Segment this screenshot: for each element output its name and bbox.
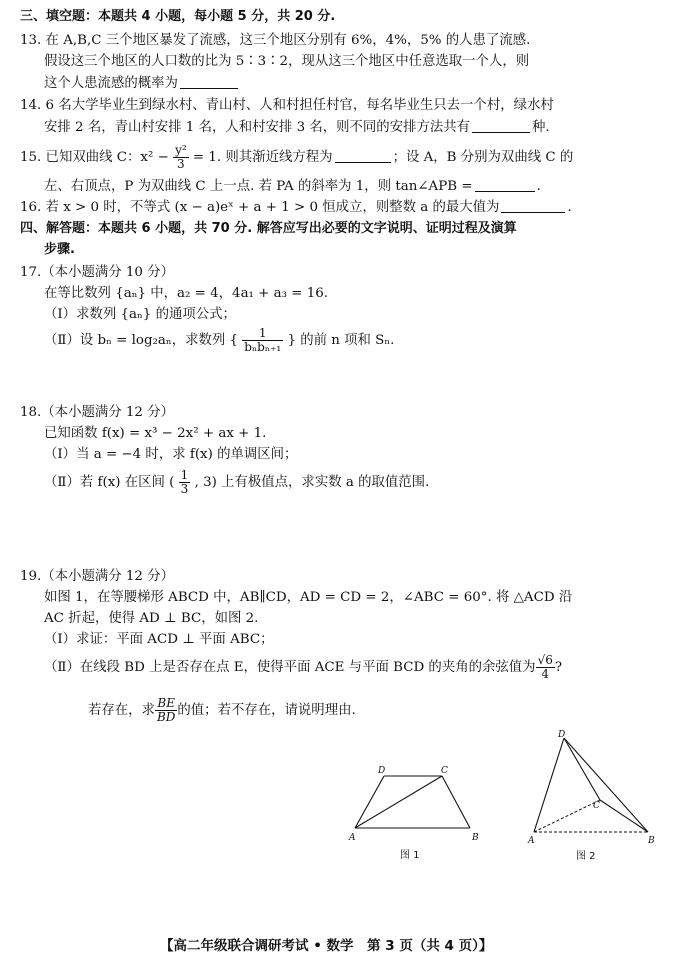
q13-line3 <box>44 74 240 93</box>
q18-part2-a: （Ⅱ）若 f(x) 在区间 ( <box>44 475 175 490</box>
q18-fraction <box>179 469 191 496</box>
q15-line1-c: ；设 A，B 分别为双曲线 C 的 <box>392 150 574 165</box>
q17-part1: （Ⅰ）求数列 {aₙ} 的通项公式； <box>44 307 236 322</box>
q14-answer-blank[interactable] <box>472 118 530 133</box>
fig1-diagonal-ac <box>355 776 442 828</box>
q15-line1 <box>20 143 573 173</box>
q15-answer-blank-1[interactable] <box>335 148 391 163</box>
q19-part2-a: （Ⅱ）在线段 BD 上是否存在点 E，使得平面 ACE 与平面 BCD 的夹角的余弦值为 <box>44 660 536 675</box>
q15-line2-a: 左、右顶点，P 为双曲线 C 上一点. 若 PA 的斜率为 1，则 tan∠APB = <box>44 179 473 194</box>
q18-part2-b: , 3) 上有极值点，求实数 a 的取值范围. <box>194 475 430 490</box>
q19-part1: （Ⅰ）求证：平面 ACD ⊥ 平面 ABC； <box>44 632 274 647</box>
fig2-label-b: B <box>648 836 655 846</box>
q17-line1: 在等比数列 {aₙ} 中，a₂ = 4，4a₁ + a₃ = 16. <box>44 286 329 301</box>
q13-line3-text: 这个人患流感的概率为 <box>44 76 178 91</box>
fig2-label-c: C <box>593 801 600 811</box>
section-4-title-line1: 四、解答题：本题共 6 小题，共 70 分. 解答应写出必要的文字说明、证明过程及演算 <box>20 221 517 236</box>
q19-line1: 如图 1，在等腰梯形 ABCD 中，AB∥CD，AD = CD = 2，∠ABC = 60°. 将 △ACD 沿 <box>44 590 573 605</box>
q19-frac2-den: BD <box>156 710 176 724</box>
q16-answer-blank[interactable] <box>501 198 565 213</box>
q15-line1-a: 15. 已知双曲线 C：x² − <box>20 150 169 165</box>
q17-fraction <box>242 327 283 354</box>
q13-line1: 13. 在 A,B,C 三个地区暴发了流感，这三个地区分别有 6%，4%，5% 的人患了流感. <box>20 33 531 48</box>
fig1-caption: 图 1 <box>400 850 420 861</box>
fig1-label-b: B <box>472 833 479 843</box>
q15-line2-b: . <box>536 179 541 194</box>
fig1-edge-cb <box>442 776 470 828</box>
q15-frac-num: y² <box>175 143 187 157</box>
q19-part2-b: ? <box>554 660 563 675</box>
section-3-title: 三、填空题：本题共 4 小题，每小题 5 分，共 20 分. <box>20 9 336 24</box>
q18-frac-num: 1 <box>180 468 189 482</box>
q15-frac-den: 3 <box>177 157 185 171</box>
q14-line1: 14. 6 名大学毕业生到绿水村、青山村、人和村担任村官，每名毕业生只去一个村，绿水村 <box>20 98 554 113</box>
q13-line2: 假设这三个地区的人口数的比为 5∶3∶2，现从这三个地区中任意选取一个人，则 <box>44 54 530 69</box>
figure-1 <box>340 762 500 862</box>
q15-answer-blank-2[interactable] <box>475 177 535 192</box>
q14-line2 <box>44 118 550 137</box>
fig2-edge-ac <box>534 800 600 832</box>
q18-part2 <box>44 466 429 500</box>
fig2-caption: 图 2 <box>576 851 596 862</box>
q15-line1-b: = 1. 则其渐近线方程为 <box>192 150 333 165</box>
q17-heading: 17.（本小题满分 10 分） <box>20 265 174 280</box>
fig1-edge-ad <box>355 776 384 828</box>
fig2-label-a: A <box>528 836 535 846</box>
q19-frac1-num: √6 <box>537 653 553 667</box>
q16-line1-a: 16. 若 x > 0 时，不等式 (x − a)eˣ + a + 1 > 0 恒成立，则整数 a 的最大值为 <box>20 200 500 215</box>
figure-2 <box>520 728 660 864</box>
q17-part2-b: } 的前 n 项和 Sₙ. <box>287 333 395 348</box>
q19-part2 <box>44 651 562 685</box>
q18-line1: 已知函数 f(x) = x³ − 2x² + ax + 1. <box>44 426 267 441</box>
fig1-label-a: A <box>349 833 356 843</box>
fig2-edge-dc <box>564 738 600 800</box>
q14-line2-end: 种. <box>532 120 550 135</box>
page-footer: 【高二年级联合调研考试 • 数学 第 3 页（共 4 页）】 <box>160 938 493 954</box>
q19-part2-c: 若存在，求 <box>88 703 155 718</box>
q18-heading: 18.（本小题满分 12 分） <box>20 405 174 420</box>
fig2-edge-db <box>564 738 648 832</box>
section-4-title-line2: 步骤. <box>44 242 75 257</box>
q18-frac-den: 3 <box>180 482 189 496</box>
q17-frac-den: bₙbₙ₊₁ <box>244 340 282 354</box>
q19-frac1-den: 4 <box>541 667 550 681</box>
q16-line1 <box>20 198 572 217</box>
q17-part2-a: （Ⅱ）设 bₙ = log₂aₙ，求数列 { <box>44 333 239 348</box>
q17-frac-num: 1 <box>242 327 283 341</box>
q15-fraction <box>173 144 189 171</box>
q19-heading: 19.（本小题满分 12 分） <box>20 569 174 584</box>
q13-answer-blank[interactable] <box>180 74 238 89</box>
q19-frac2-num: BE <box>155 697 177 711</box>
q15-line2 <box>44 177 541 196</box>
q19-fraction-1 <box>536 654 555 681</box>
q19-line2: AC 折起，使得 AD ⊥ BC，如图 2. <box>44 611 259 626</box>
q17-part2 <box>44 325 394 357</box>
q16-line1-b: . <box>567 200 572 215</box>
fig2-label-d: D <box>558 730 566 740</box>
q14-line2-text: 安排 2 名，青山村安排 1 名，人和村安排 3 名，则不同的安排方法共有 <box>44 120 471 135</box>
q18-part1: （Ⅰ）当 a = −4 时，求 f(x) 的单调区间； <box>44 447 298 462</box>
q19-part2-cont <box>88 694 356 728</box>
q19-part2-d: 的值；若不存在，请说明理由. <box>177 703 356 718</box>
fig1-label-c: C <box>441 766 448 776</box>
fig1-label-d: D <box>378 766 386 776</box>
q19-fraction-2 <box>155 697 177 724</box>
fig2-edge-ad <box>534 738 564 832</box>
